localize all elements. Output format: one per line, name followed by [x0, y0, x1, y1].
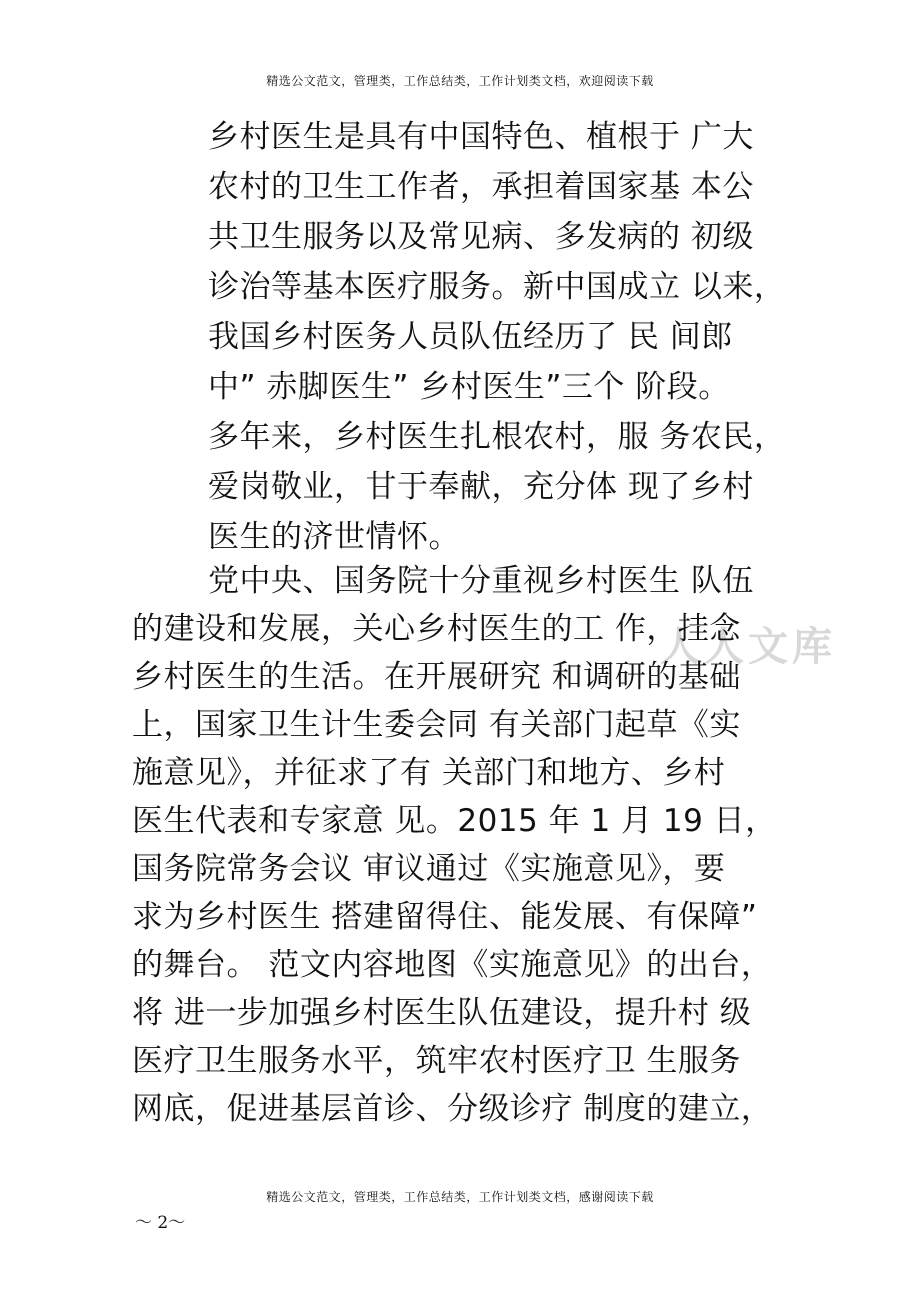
paragraph-2-line: 党中央、国务院十分重视乡村医生 队伍 — [208, 563, 754, 599]
paragraph-1-line: 诊治等基本医疗服务。新中国成立 以来， — [208, 269, 786, 305]
paragraph-2-line: 求为乡村医生 搭建留得住、能发展、有保障” — [132, 899, 758, 935]
paragraph-2-line: 上，国家卫生计生委会同 有关部门起草《实 — [132, 707, 741, 743]
paragraph-1-line: 医生的济世情怀。 — [208, 519, 460, 555]
paragraph-2-line: 将 进一步加强乡村医生队伍建设，提升村 级 — [132, 995, 752, 1031]
page-header: 精选公文范文，管理类，工作总结类，工作计划类文档，欢迎阅读下载 — [266, 74, 654, 88]
paragraph-1-line: 中” 赤脚医生” 乡村医生”三个 阶段。 — [208, 369, 730, 405]
paragraph-2-line: 国务院常务会议 审议通过《实施意见》，要 — [132, 851, 726, 887]
paragraph-2-line: 的舞台。 范文内容地图《实施意见》的出台， — [132, 947, 773, 983]
paragraph-1-line: 农村的卫生工作者，承担着国家基 本公 — [208, 169, 754, 205]
paragraph-1-line: 共卫生服务以及常见病、多发病的 初级 — [208, 219, 754, 255]
paragraph-2-line: 乡村医生的生活。在开展研究 和调研的基础 — [132, 659, 741, 695]
paragraph-1-line: 乡村医生是具有中国特色、植根于 广大 — [208, 119, 754, 155]
paragraph-2-line: 施意见》，并征求了有 关部门和地方、乡村 — [132, 755, 726, 791]
page-footer: 精选公文范文，管理类，工作总结类，工作计划类文档，感谢阅读下载 — [266, 1190, 654, 1204]
paragraph-2-line: 医生代表和专家意 见。2015 年 1 月 19 日， — [132, 803, 777, 839]
paragraph-2-line: 的建设和发展，关心乡村医生的工 作，挂念 — [132, 611, 741, 647]
paragraph-2-line: 网底，促进基层首诊、分级诊疗 制度的建立， — [132, 1091, 773, 1127]
watermark: 人人文库 — [660, 624, 836, 670]
paragraph-1-line: 爱岗敬业，甘于奉献，充分体 现了乡村 — [208, 469, 754, 505]
page-number: ～ 2～ — [135, 1213, 186, 1233]
paragraph-1-line: 多年来，乡村医生扎根农村，服 务农民， — [208, 419, 786, 455]
paragraph-1-line: 我国乡村医务人员队伍经历了 民 间郎 — [208, 319, 733, 355]
paragraph-2-line: 医疗卫生服务水平，筑牢农村医疗卫 生服务 — [132, 1043, 741, 1079]
